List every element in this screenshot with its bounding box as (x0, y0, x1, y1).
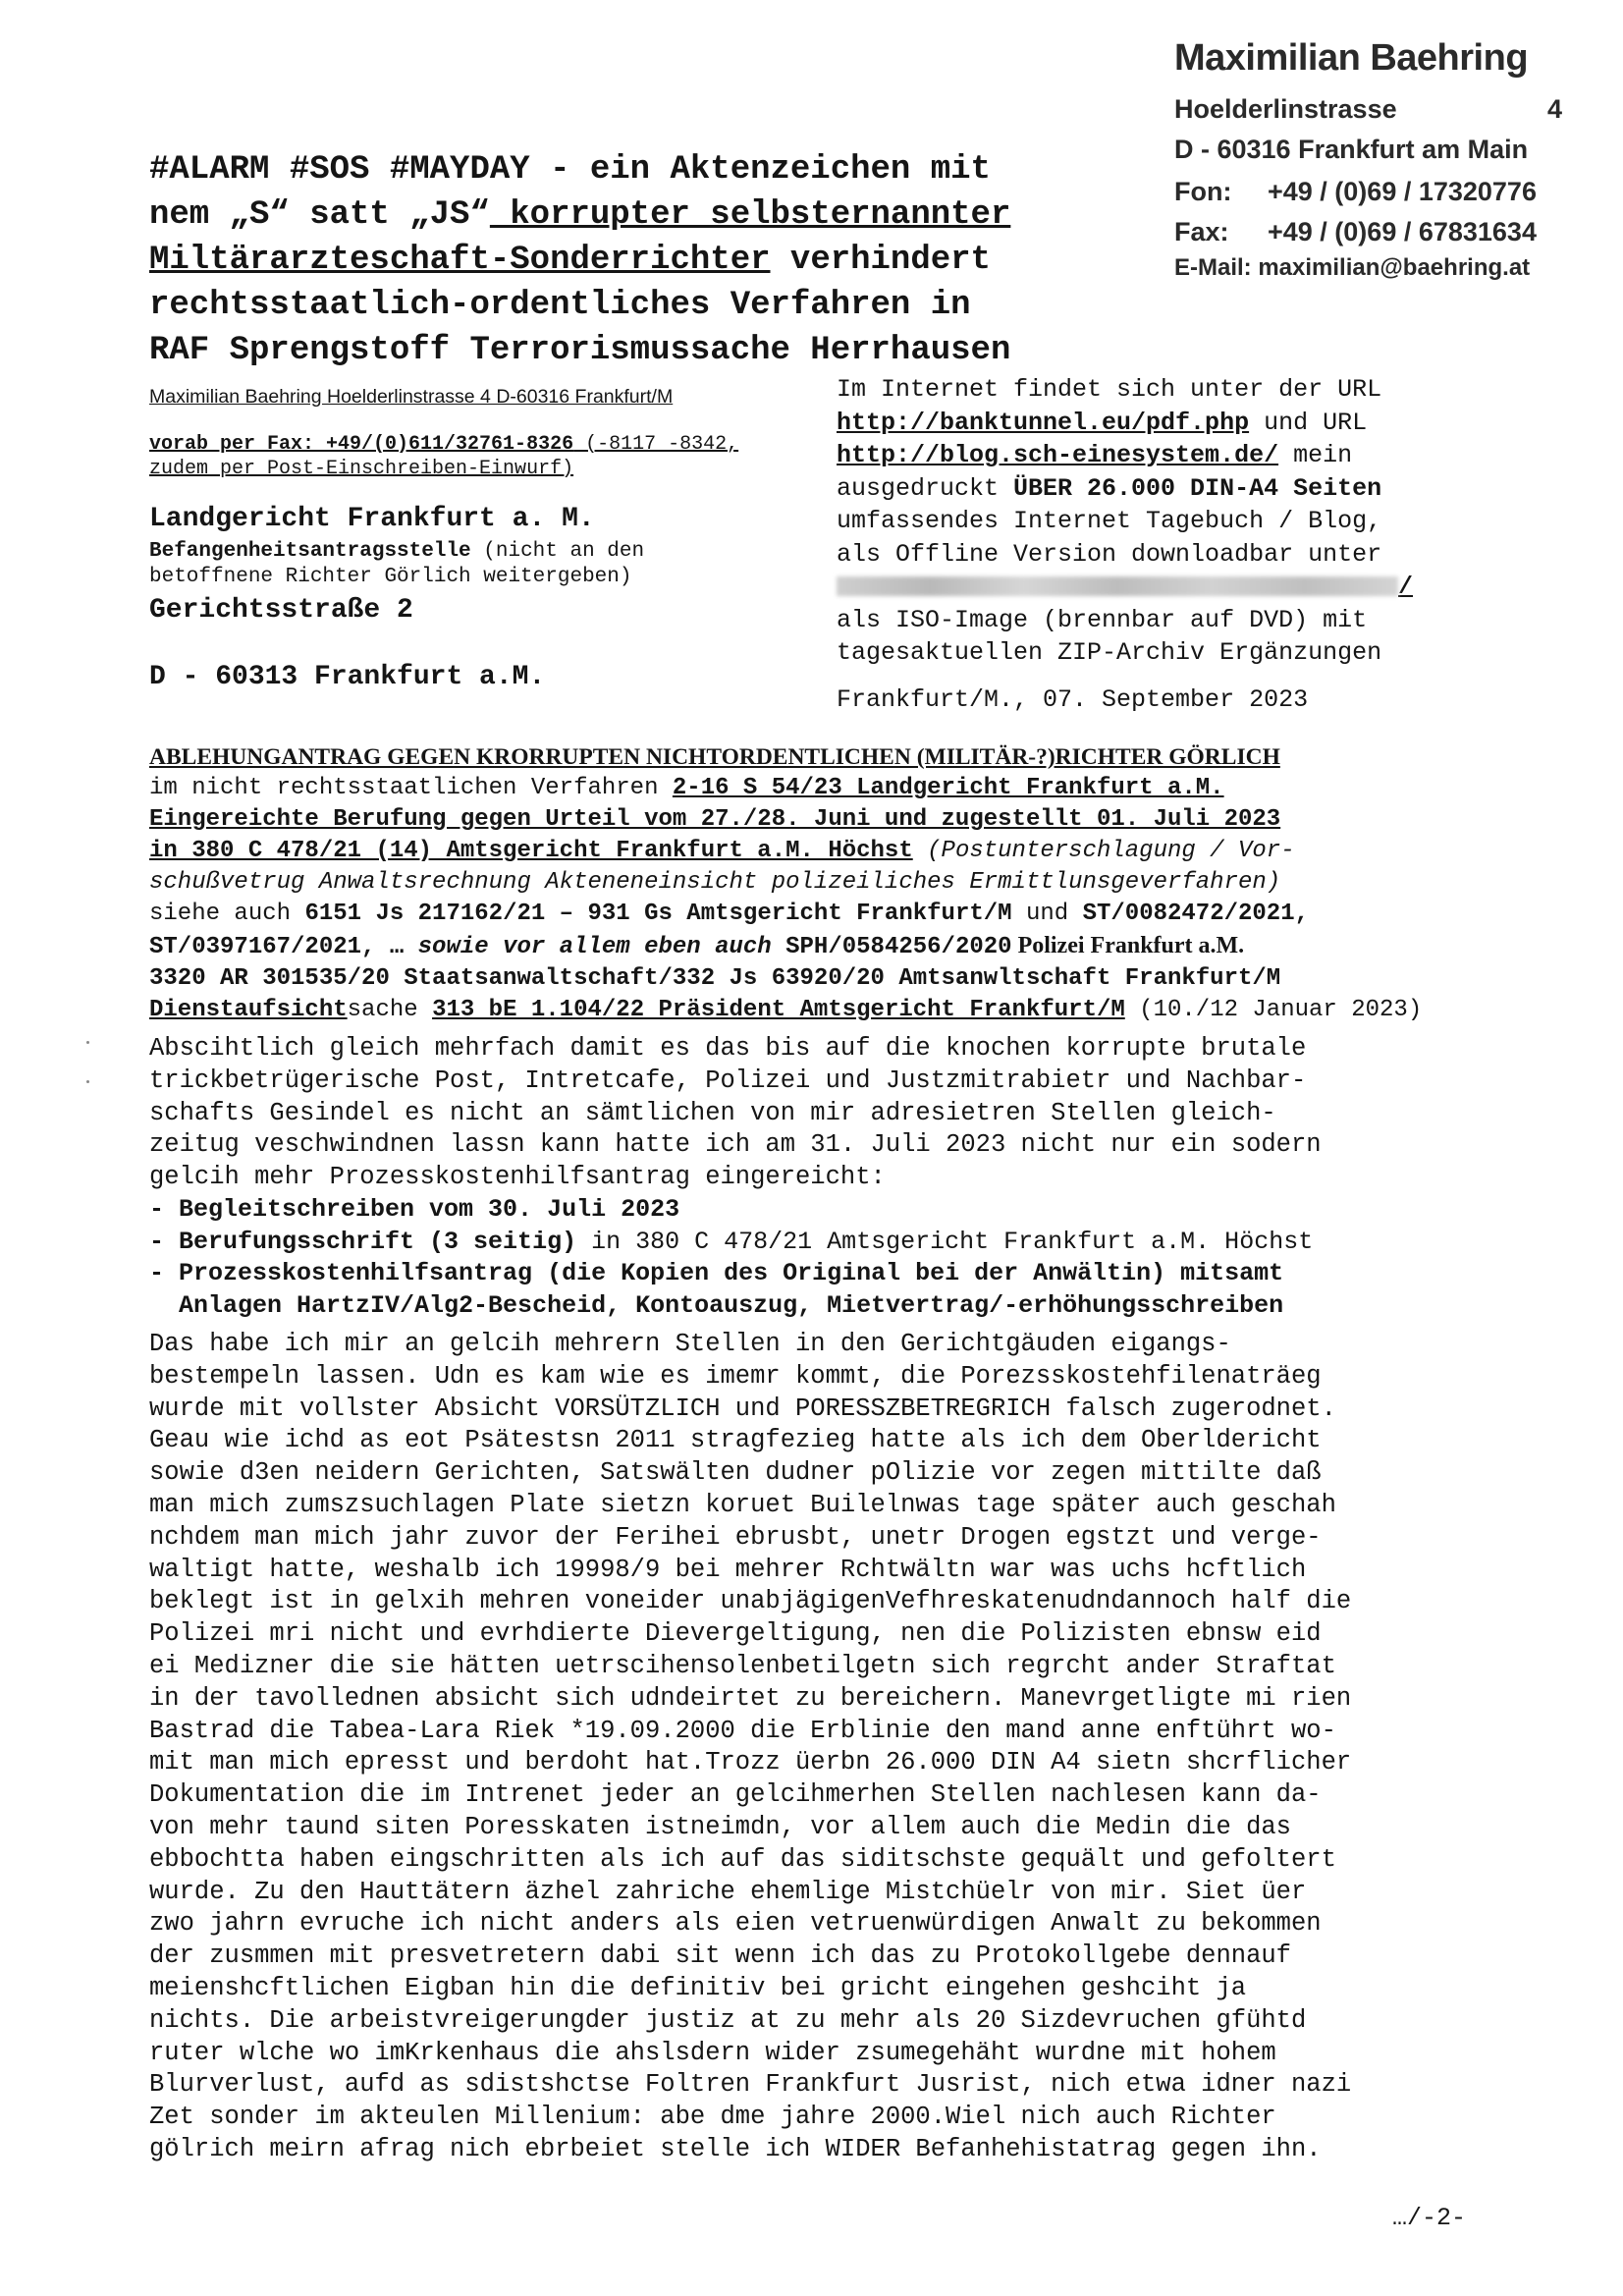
body-line: Dokumentation die im Intrenet jeder an gelcihmerhen Stellen nachlesen kann da- (149, 1780, 1322, 1810)
subject-line (149, 930, 1485, 963)
court-street: Gerichtsstraße 2 (149, 595, 413, 626)
sender-name: Maximilian Baehring (1174, 37, 1529, 79)
body-line: wurde. Zu den Hauttätern äzhel zahriche ehemlige Mistchüelr von mir. Siet üer (149, 1877, 1307, 1906)
notice-text: ausgedruckt (837, 473, 1014, 503)
body-line: sowie d3en neidern Gerichten, Satswälten dudner pOlizie vor zegen mittilte daß (149, 1458, 1322, 1488)
notice-text: mein (1278, 441, 1353, 469)
date-line: Frankfurt/M., 07. September 2023 (837, 685, 1309, 714)
fax-prefix: vorab per Fax: +49/(0)611/32761-8326 (149, 433, 574, 456)
body-line: Geau wie ichd as eot Psätestsn 2011 stragfezieg hatte als ich dem Oberldericht (149, 1426, 1322, 1455)
court-name: Landgericht Frankfurt a. M. (149, 504, 595, 534)
subject-line: schußvetrug Anwaltsrechnung Akteneneinsicht polizeiliches Ermittlunsgeverfahren) (149, 869, 1281, 896)
notice-line: umfassendes Internet Tagebuch / Blog, (837, 507, 1382, 535)
body-line: Abscihtlich gleich mehrfach damit es das bis auf die knochen korrupte brutale (149, 1034, 1307, 1063)
scan-speck (86, 1080, 89, 1083)
subject-text: Dienstaufsicht (149, 997, 348, 1023)
body-line: man mich zumszsuchlagen Plate sietzn koruet Builelnwas tage später auch geschah (149, 1490, 1336, 1519)
headline (149, 147, 1170, 373)
headline-line: rechtsstaatlich-ordentliches Verfahren in (149, 287, 971, 324)
headline-line: RAF Sprengstoff Terrorismussache Herrhausen (149, 332, 1011, 369)
body-line: nchdem man mich jahr zuvor der Ferihei ebrusbt, unetr Drogen egstzt und verge- (149, 1522, 1322, 1552)
body-line: gelcih mehr Prozesskostenhilfsantrag eingereicht: (149, 1163, 886, 1192)
body-line: wurde mit vollster Absicht VORSÜTZLICH und PORESSZBETREGRICH falsch zugerodnet. (149, 1394, 1336, 1423)
subject-line: Eingereichte Berufung gegen Urteil vom 27./28. Juni und zugestellt 01. Juli 2023 (149, 806, 1281, 833)
court-city: D - 60313 Frankfurt a.M. (149, 662, 546, 692)
body-line: zwo jahrn evruche ich nicht anders als eien vetruenwürdigen Anwalt zu bekommen (149, 1909, 1322, 1939)
sender-fon: +49 / (0)69 / 17320776 (1268, 177, 1537, 206)
list-item: Anlagen HartzIV/Alg2-Bescheid, Kontoauszug, Mietvertrag/-erhöhungsschreiben (149, 1290, 1284, 1320)
sender-fon-line (1174, 177, 1587, 207)
notice-line (837, 571, 1524, 604)
notice-line (837, 439, 1524, 472)
subject-line (149, 836, 1485, 867)
body-line: ebbochtta haben eingschritten als ich auf das siditschste gequält und gefoltert (149, 1844, 1336, 1874)
return-address: Maximilian Baehring Hoelderlinstrasse 4 D-60316 Frankfurt/M (149, 386, 674, 408)
body-line: Blurverlust, aufd as sdistshctse Foltren Frankfurt Jusrist, nich etwa idner nazi (149, 2070, 1352, 2100)
subject-text: (10./12 Januar 2023) (1124, 997, 1423, 1023)
notice-line: als Offline Version downloadbar unter (837, 539, 1382, 569)
notice-text: und URL (1249, 408, 1368, 437)
body-line: gölrich meirn afrag nich ebrbeiet stelle ich WIDER Befanhehistatrag gegen ihn. (149, 2134, 1322, 2163)
body-line: Zet sonder im akteulen Millenium: abe dme jahre 2000.Wiel nich auch Richter (149, 2103, 1276, 2132)
notice-text: / (1398, 573, 1414, 601)
headline-text: nem „S“ satt „JS“ (149, 196, 490, 234)
body-line: nichts. Die arbeistvreigerungder justiz at zu mehr als 20 Sizdevruchen gfühtd (149, 2005, 1307, 2035)
notice-line: Im Internet findet sich unter der URL (837, 375, 1382, 404)
enclosure-list (149, 1194, 1485, 1322)
court-department (149, 539, 778, 590)
subject-text: sowie vor allem eben auch (404, 934, 786, 960)
sender-fon-label: Fon: (1174, 177, 1232, 206)
notice-line: als ISO-Image (brennbar auf DVD) mit (837, 605, 1368, 634)
list-item-bold: - Berufungsschrift (3 seitig) (149, 1227, 577, 1256)
notice-bold-text: ÜBER 26.000 DIN-A4 Seiten (1013, 473, 1382, 503)
internet-notice (837, 373, 1524, 670)
list-item: - Prozesskostenhilfsantrag (die Kopien des Original bei der Anwältin) mitsamt (149, 1259, 1284, 1287)
body-line: von mehr taund siten Poresskaten istneimdn, vor allem auch die Medin die das (149, 1812, 1291, 1841)
case-number: 2-16 S 54/23 Landgericht Frankfurt a.M. (672, 775, 1224, 801)
body-line: zeitug veschwindnen lassn kann hatte ich am 31. Juli 2023 nicht nur ein sodern (149, 1130, 1322, 1160)
subject-line (149, 995, 1485, 1026)
body-line: ei Medizner die sie hätten uetrscihensolenbetilgetn sich regrcht ander Straftat (149, 1651, 1336, 1680)
body-line: schafts Gesindel es nicht an sämtlichen von mir adresietren Stellen gleich- (149, 1098, 1276, 1127)
sender-street-line (1174, 94, 1567, 125)
case-number: in 380 C 478/21 (14) Amtsgericht Frankfurt a.M. Höchst (149, 838, 913, 864)
body-line: bestempeln lassen. Udn es kam wie es imemr kommt, die Porezsskostehfilenaträeg (149, 1361, 1322, 1391)
body-line: Polizei mri nicht und evrhdierte Dievergeltigung, nen die Polizisten ebnsw eid (149, 1619, 1322, 1649)
department-note: (nicht an den betoffnene Richter Görlich weitergeben) (149, 540, 645, 588)
list-item (149, 1227, 1485, 1259)
subject-block (149, 741, 1485, 1026)
notice-line (837, 472, 1524, 506)
list-item-text: in 380 C 478/21 Amtsgericht Frankfurt a.M. Höchst (576, 1227, 1314, 1256)
body-line: waltigt hatte, weshalb ich 19998/9 bei mehrer Rchtwältn war was uchs hcftlich (149, 1555, 1307, 1584)
headline-underlined-text: korrupter selbsternannter (489, 196, 1011, 234)
subject-text: siehe auch (149, 901, 305, 927)
url-link[interactable]: http://banktunnel.eu/pdf.php (837, 408, 1250, 437)
body-line: der zusmmen mit presvetretern dabi sit wenn ich das zu Protokollgebe dennauf (149, 1941, 1291, 1971)
sender-fax: +49 / (0)69 / 67831634 (1268, 217, 1537, 246)
headline-line: #ALARM #SOS #MAYDAY - ein Aktenzeichen mit (149, 151, 991, 189)
sender-fax-line (1174, 217, 1587, 247)
sender-email-label: E-Mail: (1174, 254, 1252, 281)
sender-email: maximilian@baehring.at (1258, 254, 1531, 281)
body-line: meienshcftlichen Eigban hin die definitiv bei gricht eingehen geshciht ja (149, 1973, 1247, 2002)
case-number: ST/0397167/2021, … (149, 934, 405, 960)
scan-speck (86, 1041, 89, 1044)
headline-text: verhindert (770, 242, 991, 279)
subject-text: sache (347, 997, 433, 1023)
redacted-url (837, 576, 1398, 596)
body-line: trickbetrügerische Post, Intretcafe, Polizei und Justzmitrabietr und Nachbar- (149, 1066, 1307, 1095)
page-continuation-marker: …/-2- (1392, 2204, 1467, 2232)
body-line: ruter wlche wo imKrkenhaus die ahslsdern wider zsumegehäht wurdne mit hohem (149, 2038, 1276, 2067)
subject-text: Polizei Frankfurt a.M. (1011, 933, 1245, 958)
body-line: Das habe ich mir an gelcih mehrern Stellen in den Gerichtgäuden eigangs- (149, 1330, 1231, 1358)
body-line: mit man mich epresst und berdoht hat.Trozz üerbn 26.000 DIN A4 sietn shcrflicher (149, 1748, 1352, 1777)
list-item: - Begleitschreiben vom 30. Juli 2023 (149, 1195, 680, 1224)
case-number: SPH/0584256/2020 (785, 934, 1012, 960)
headline-line (149, 192, 1170, 238)
sender-house-number: 4 (1547, 94, 1563, 124)
notice-line: tagesaktuellen ZIP-Archiv Ergänzungen (837, 638, 1382, 667)
headline-underlined-text: Miltärarzteschaft-Sonderrichter (149, 242, 771, 279)
headline-line (149, 238, 1170, 283)
sender-email-line (1174, 254, 1530, 282)
body-paragraph-2 (149, 1329, 1504, 2166)
fax-rest: (-8117 -8342, zudem per Post-Einschreiben-Einwurf) (149, 433, 739, 480)
subject-title: ABLEHUNGANTRAG GEGEN KRORRUPTEN NICHTORDENTLICHEN (MILITÄR-?)RICHTER GÖRLICH (149, 744, 1280, 770)
case-number: ST/0082472/2021, (1082, 901, 1310, 927)
url-link[interactable]: http://blog.sch-einesystem.de/ (837, 441, 1279, 469)
subject-text: im nicht rechtsstaatlichen Verfahren (149, 775, 673, 801)
case-number: 313 bE 1.104/22 Präsident Amtsgericht Frankfurt/M (432, 997, 1125, 1023)
body-paragraph-1 (149, 1033, 1485, 1194)
notice-line (837, 407, 1524, 440)
sender-street: Hoelderlinstrasse (1174, 94, 1397, 124)
body-line: Bastrad die Tabea-Lara Riek *19.09.2000 die Erblinie den mand anne enftührt wo- (149, 1716, 1336, 1745)
subject-line (149, 773, 1485, 804)
subject-line (149, 899, 1485, 930)
fax-dispatch-note (149, 432, 797, 481)
subject-text: und (1011, 901, 1083, 927)
body-line: in der tavollednen absicht sich udndeirtet zu bereichern. Manevrgetligte mi rien (149, 1683, 1352, 1713)
subject-line: 3320 AR 301535/20 Staatsanwaltschaft/332 Js 63920/20 Amtsanwltschaft Frankfurt/M (149, 965, 1281, 992)
sender-city: D - 60316 Frankfurt am Main (1174, 135, 1529, 164)
sender-fax-label: Fax: (1174, 217, 1229, 246)
body-line: beklegt ist in gelxih mehren voneider unabjägigenVefhreskatenudndannoch half die (149, 1587, 1352, 1616)
case-number: 6151 Js 217162/21 – 931 Gs Amtsgericht Frankfurt/M (304, 901, 1012, 927)
department-name: Befangenheitsantragsstelle (149, 540, 471, 563)
subject-text: (Postunterschlagung / Vor- (912, 838, 1295, 864)
